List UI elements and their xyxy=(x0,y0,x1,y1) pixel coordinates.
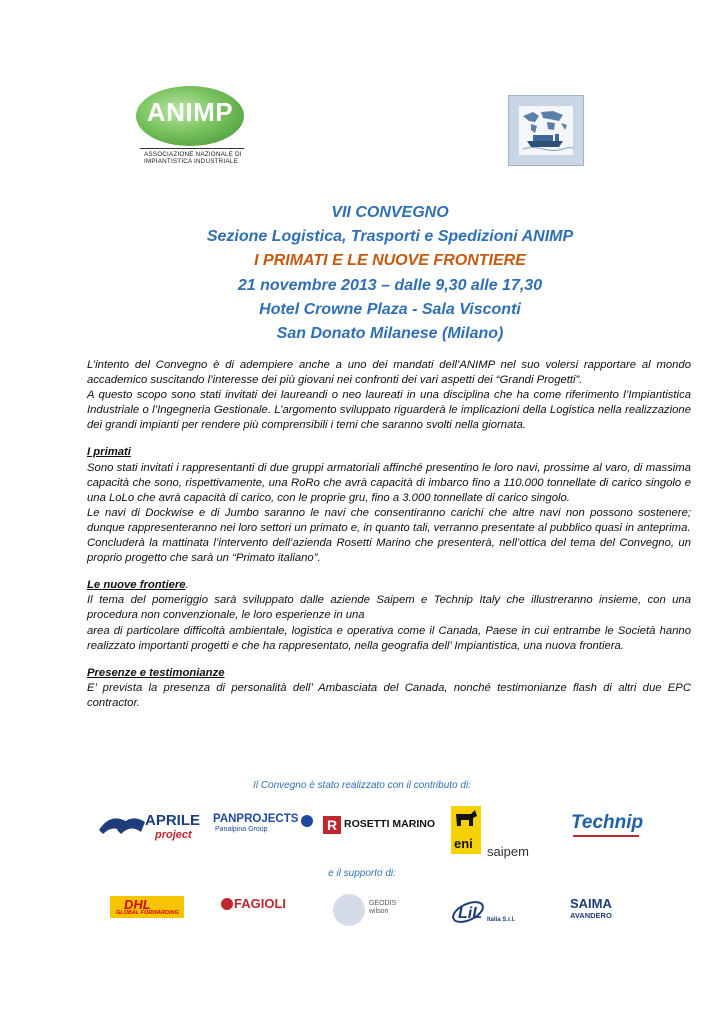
intro-paragraph-2: A questo scopo sono stati invitati dei laureandi o neo laureati in una disciplina che ha come riferimento l’Impiantistica Industriale o l’Ingegneria Gestionale. L’argomento sviluppato riguarderà le implicazioni della Logistica nella realizzazione dei grandi impianti per rendere più comprensibili i temi che saranno svolti nella giornata. xyxy=(87,389,691,432)
primati-paragraph-3: Concluderà la mattinata l’intervento dell’azienda Rosetti Marino che presenterà, nell’ottica del tema del Convegno, un proprio progetto che sarà un “Primato italiano”. xyxy=(87,537,691,565)
dhl-sub: GLOBAL FORWARDING xyxy=(116,910,179,916)
saipem-name: saipem xyxy=(487,844,529,859)
geodis-sub: wilson xyxy=(369,908,389,915)
aprile-sub: project xyxy=(155,829,192,841)
frontiere-heading-line xyxy=(87,578,691,593)
event-section: Sezione Logistica, Trasporti e Spedizioni ANIMP xyxy=(206,228,574,246)
dhl-name: DHL xyxy=(124,897,151,912)
primati-heading: I primati xyxy=(87,446,131,459)
panprojects-icon xyxy=(301,815,313,827)
event-date: 21 novembre 2013 – dalle 9,30 alle 17,30 xyxy=(237,276,543,294)
lil-name: Italia S.r.l. xyxy=(487,917,516,923)
dhl-logo xyxy=(110,896,184,918)
intro-paragraph-1: L’intento del Convegno è di adempiere anche a uno dei mandati dell’ANIMP nel suo volersi rapportare al mondo accademico suscitando l’interesse dei più giovani nei confronti dei vari aspetti dei “Grandi Progetti”. xyxy=(87,359,691,387)
event-theme: I PRIMATI E LE NUOVE FRONTIERE xyxy=(254,252,526,270)
geodis-wilson-logo xyxy=(333,894,413,930)
body-text xyxy=(87,358,691,711)
frontiere-heading: Le nuove frontiere xyxy=(87,579,186,592)
animp-logo-name: ANIMP xyxy=(146,97,234,127)
saima-sub: AVANDERO xyxy=(570,911,612,920)
contributors-caption: Il Convegno è stato realizzato con il contributo di: xyxy=(253,780,471,791)
frontiere-paragraph-1: Il tema del pomeriggio sarà sviluppato dalle aziende Saipem e Technip Italy che illustreranno insieme, con una procedura non convenzionale, le loro esperienze in una xyxy=(87,594,691,622)
technip-underline xyxy=(573,835,639,837)
saima-avandero-logo xyxy=(570,896,622,922)
eni-six-legged-dog-icon xyxy=(451,806,481,836)
supporters-caption: e il supporto di: xyxy=(328,868,396,879)
primati-paragraph-2: Le navi di Dockwise e di Jumbo saranno le navi che consentiranno carichi che altre navi non possono sostenere; dunque rappresenteranno nei loro settori un primato e, in quanto tali, verranno presentate al pubblico quasi in anteprima. xyxy=(87,506,691,534)
presenze-paragraph: E’ prevista la presenza di personalità dell’ Ambasciata del Canada, nonché testimonianze flash di altri due EPC contractor. xyxy=(87,681,691,709)
geodis-name: GEODIS xyxy=(369,900,397,907)
rosetti-name: ROSETTI MARINO xyxy=(344,818,435,830)
panprojects-name: PANPROJECTS xyxy=(213,813,299,825)
primati-paragraph-1: Sono stati invitati i rappresentanti di due gruppi armatoriali affinché presentino le loro navi, prossime al varo, di massima capacità che sono, rispettivamente, una RoRo che avrà capacità di imbarco fino a 110.000 tonnellate di carico singolo e una LoLo che avrà capacità di carico, con le proprie gru, fino a 3.000 tonnellate di carico singolo. xyxy=(87,461,691,504)
eni-name: eni xyxy=(454,836,473,851)
event-edition: VII CONVEGNO xyxy=(331,204,449,221)
aprile-logo xyxy=(97,808,205,844)
map-ship-graphic xyxy=(519,106,573,155)
technip-logo xyxy=(571,812,643,840)
geodis-globe-icon xyxy=(333,894,365,926)
svg-text:LiL: LiL xyxy=(458,905,482,922)
rosetti-r-icon: R xyxy=(323,816,341,834)
rosetti-marino-logo xyxy=(323,815,433,837)
event-venue: Hotel Crowne Plaza - Sala Visconti xyxy=(259,300,521,318)
animp-subtitle-line2: IMPIANTISTICA INDUSTRIALE xyxy=(144,158,238,165)
lil-italia-logo xyxy=(450,894,525,930)
animp-subtitle-line1: ASSOCIAZIONE NAZIONALE DI xyxy=(144,151,242,158)
fagioli-icon xyxy=(221,898,233,910)
panprojects-logo xyxy=(213,813,313,837)
panprojects-sub: Panalpina Group xyxy=(215,826,268,833)
eni-dog-icon xyxy=(451,806,481,854)
presenze-heading: Presenze e testimonianze xyxy=(87,666,225,679)
lil-mark-icon xyxy=(450,894,486,930)
map-logo-inner xyxy=(519,106,573,155)
world-map-ship-icon xyxy=(508,95,584,166)
animp-logo xyxy=(136,86,266,176)
technip-name: Technip xyxy=(571,812,644,833)
eni-saipem-logo xyxy=(451,806,541,862)
event-location: San Donato Milanese (Milano) xyxy=(276,325,504,343)
event-title-block xyxy=(100,201,680,346)
fagioli-logo xyxy=(221,896,301,916)
saima-name: SAIMA xyxy=(570,896,612,911)
frontiere-heading-dot: . xyxy=(185,579,189,592)
animp-logo-rule xyxy=(140,148,244,149)
frontiere-paragraph-2: area di particolare difficoltà ambientale, logistica e operativa come il Canada, Paese in cui entrambe le Società hanno realizzato importanti progetti e che ha rappresentato, nella geografia dell’ Impiantistica, una nuova frontiera. xyxy=(87,624,691,652)
aprile-name: APRILE xyxy=(145,812,201,829)
fagioli-name: FAGIOLI xyxy=(234,896,286,911)
